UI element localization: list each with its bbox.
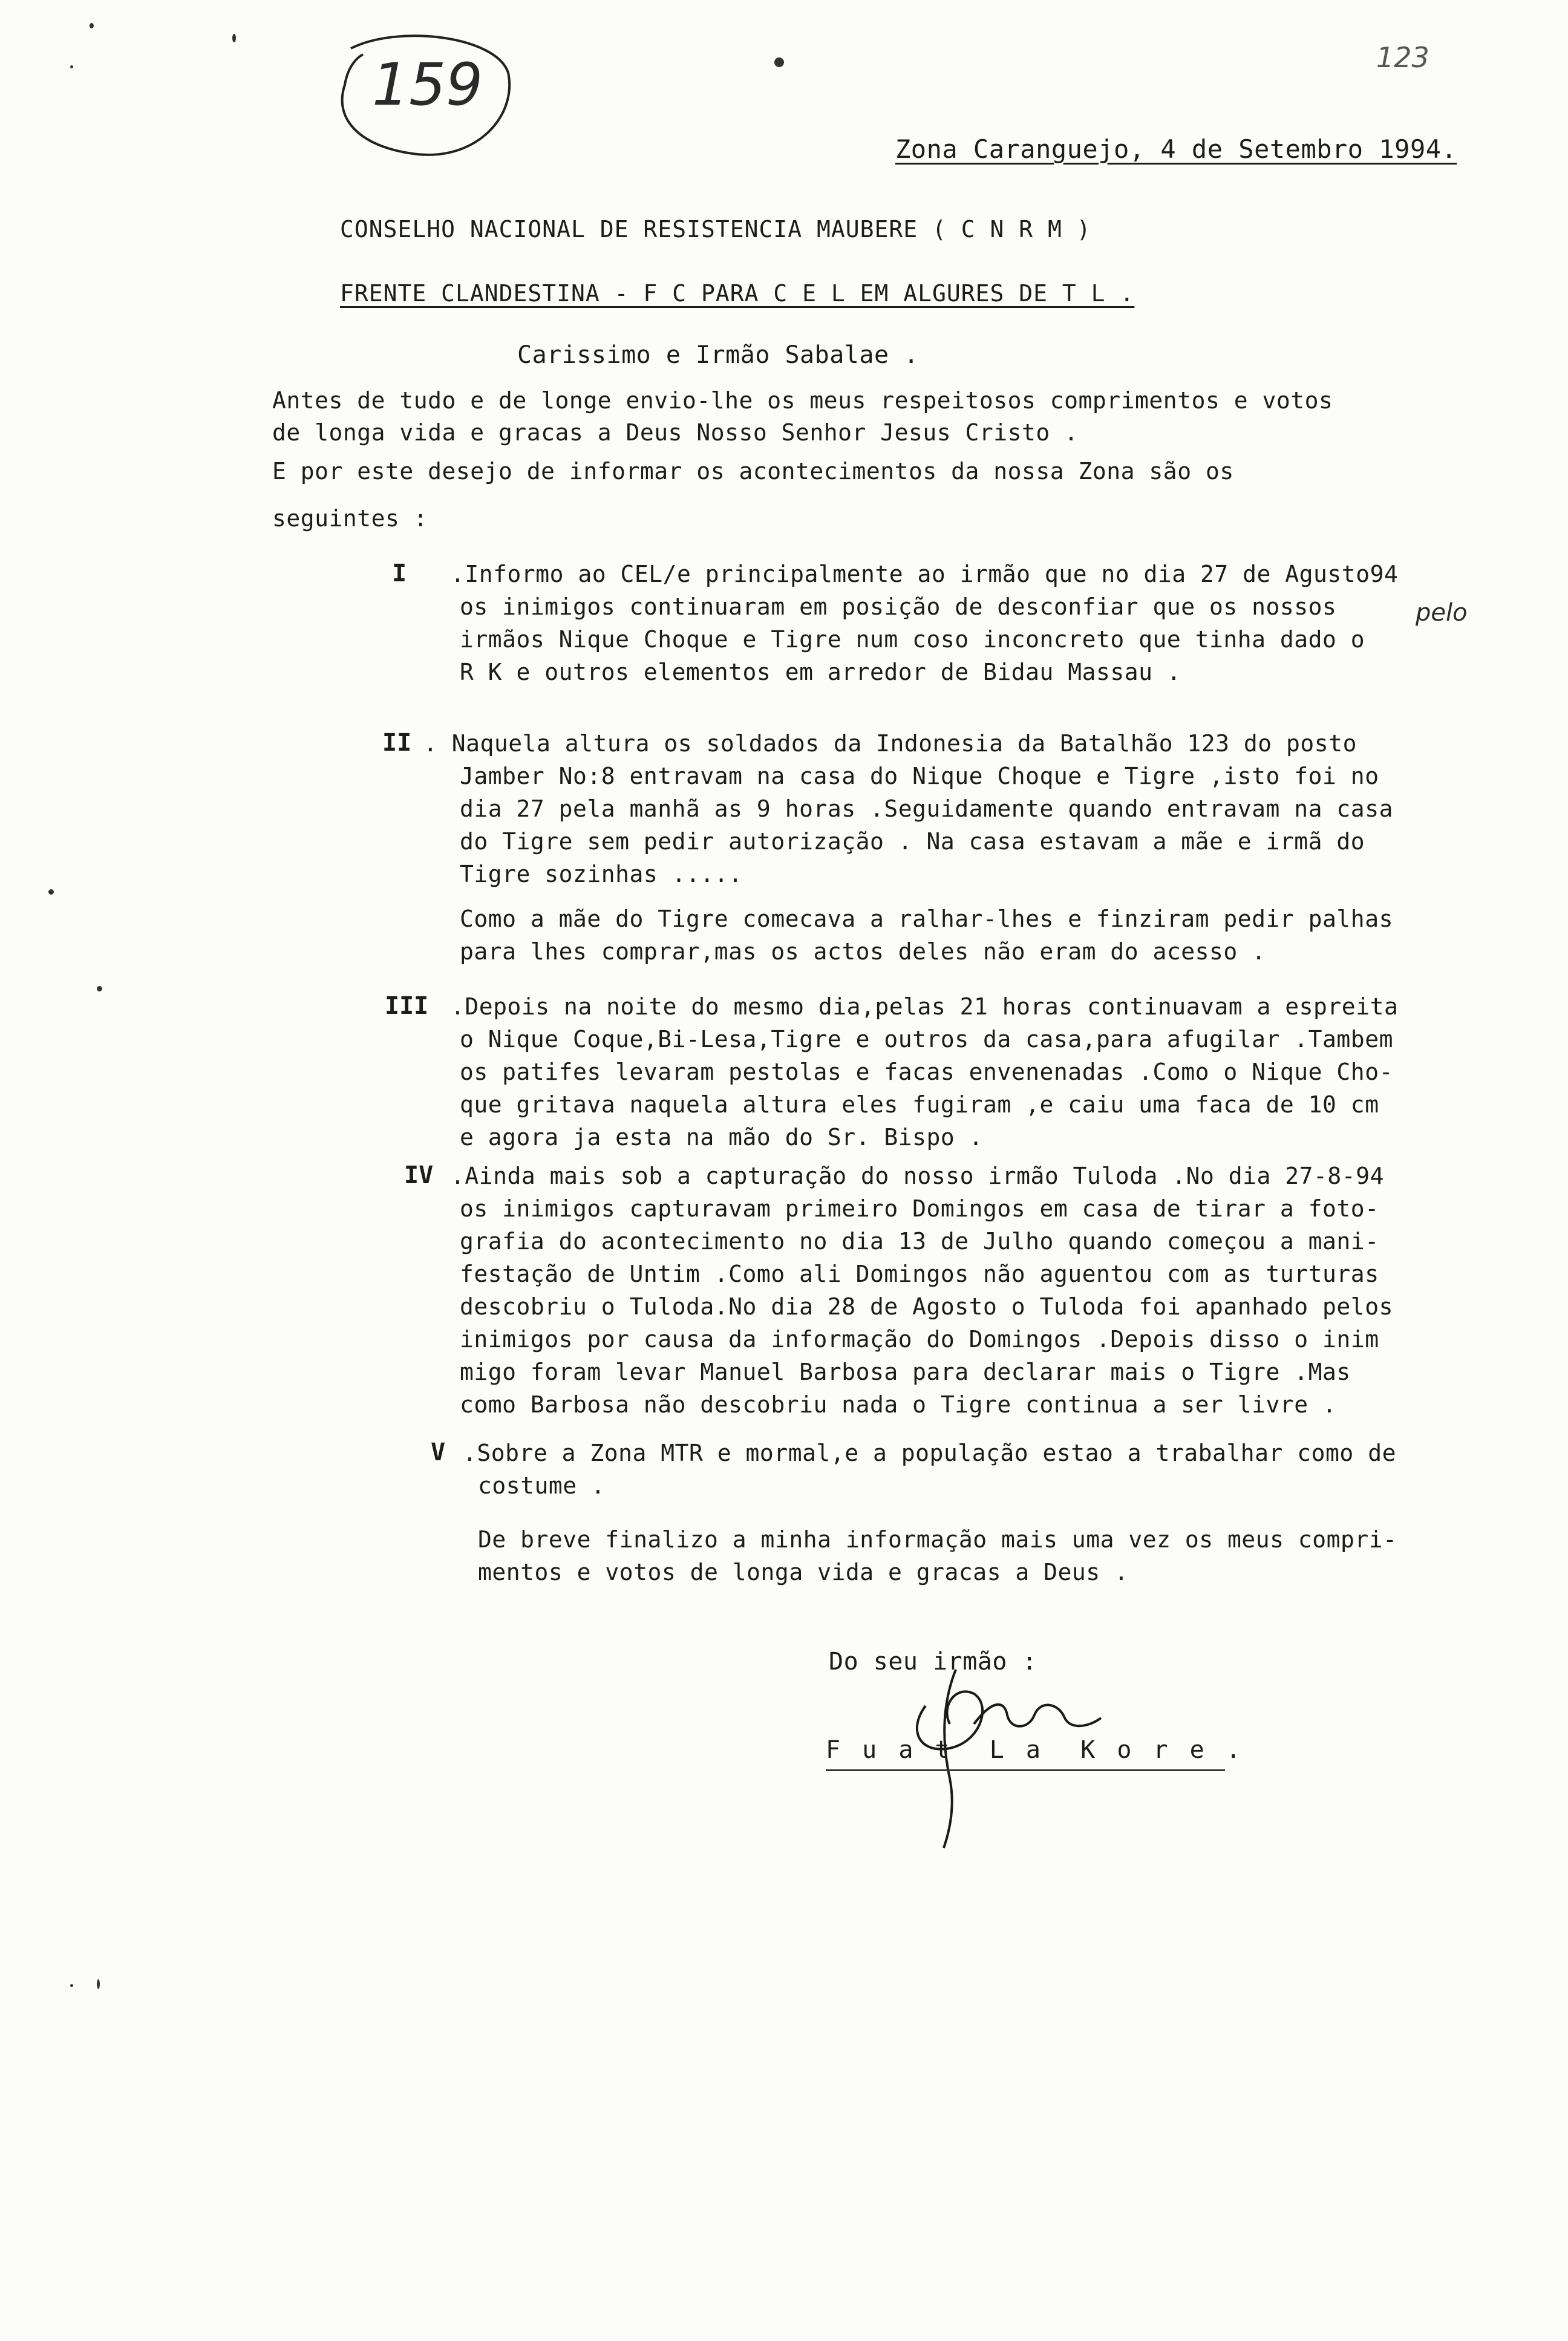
item-line: grafia do acontecimento no dia 13 de Julho quando começou a mani- [460,1228,1379,1255]
item-numeral: III [385,992,429,1020]
item-line: irmãos Nique Choque e Tigre num coso inconcreto que tinha dado o [460,626,1365,653]
item-line: para lhes comprar,mas os actos deles não eram do acesso . [460,938,1266,965]
item-line: Tigre sozinhas ..... [460,861,743,887]
page-reference: 123 [1376,41,1429,74]
item-line: . Naquela altura os soldados da Indonesia da Batalhão 123 do posto [423,730,1357,757]
item-line: e agora ja esta na mão do Sr. Bispo . [460,1124,983,1151]
item-numeral: IV [404,1161,434,1189]
item-line: os inimigos capturavam primeiro Domingos em casa de tirar a foto- [460,1195,1379,1222]
intro-line: Antes de tudo e de longe envio-lhe os meus respeitosos comprimentos e votos [272,387,1333,414]
dateline: Zona Caranguejo, 4 de Setembro 1994. [895,134,1457,164]
item-line: inimigos por causa da informação do Domingos .Depois disso o inim [460,1326,1379,1353]
scan-speck [70,65,73,68]
closing-line: De breve finalizo a minha informação mais uma vez os meus compri- [478,1526,1397,1553]
item-line: os patifes levaram pestolas e facas envenenadas .Como o Nique Cho- [460,1059,1393,1085]
item-line: do Tigre sem pedir autorização . Na casa estavam a mãe e irmã do [460,828,1365,855]
intro-line: E por este desejo de informar os acontecimentos da nossa Zona são os [272,458,1234,485]
header-routing: FRENTE CLANDESTINA - F C PARA C E L EM ALGURES DE T L . [340,280,1135,307]
item-line: .Sobre a Zona MTR e mormal,e a população estao a trabalhar como de [463,1440,1396,1466]
item-line: migo foram levar Manuel Barbosa para declarar mais o Tigre .Mas [460,1359,1351,1385]
item-line: o Nique Coque,Bi-Lesa,Tigre e outros da casa,para afugilar .Tambem [460,1026,1393,1053]
item-line: dia 27 pela manhã as 9 horas .Seguidamente quando entravam na casa [460,795,1393,822]
salutation: Carissimo e Irmão Sabalae . [517,341,919,369]
item-line: como Barbosa não descobriu nada o Tigre continua a ser livre . [460,1391,1337,1418]
signature-underline [826,1769,1225,1771]
item-line: R K e outros elementos em arredor de Bidau Massau . [460,659,1181,685]
item-line: que gritava naquela altura eles fugiram ,e caiu uma faca de 10 cm [460,1091,1379,1118]
header-organization: CONSELHO NACIONAL DE RESISTENCIA MAUBERE ( C N R M ) [340,216,1091,243]
scan-speck [232,34,236,42]
scan-speck [48,889,54,895]
item-line: costume . [478,1472,606,1499]
item-line: Como a mãe do Tigre comecava a ralhar-lhes e finziram pedir palhas [460,906,1393,932]
handwritten-note: pelo [1416,599,1468,627]
signature-name: F u a t L a K o r e . [826,1736,1244,1764]
stamp-number: 159 [372,51,483,119]
scan-speck [70,1984,73,1987]
item-line: festação de Untim .Como ali Domingos não aguentou com as turturas [460,1261,1379,1287]
item-numeral: V [431,1438,446,1466]
item-line: .Ainda mais sob a capturação do nosso irmão Tuloda .No dia 27-8-94 [451,1163,1384,1189]
item-numeral: II [382,729,412,757]
item-line: .Depois na noite do mesmo dia,pelas 21 horas continuavam a espreita [451,993,1399,1020]
item-line: .Informo ao CEL/e principalmente ao irmão que no dia 27 de Agusto94 [451,561,1399,587]
scan-speck [90,23,94,28]
item-line: Jamber No:8 entravam na casa do Nique Choque e Tigre ,isto foi no [460,763,1379,789]
intro-line: seguintes : [272,505,428,532]
item-numeral: I [392,560,407,587]
closing-line: mentos e votos de longa vida e gracas a Deus . [478,1559,1129,1585]
scan-speck [97,1979,100,1989]
signoff: Do seu irmão : [829,1648,1037,1676]
item-line: os inimigos continuaram em posição de desconfiar que os nossos [460,593,1337,620]
intro-line: de longa vida e gracas a Deus Nosso Senhor Jesus Cristo . [272,419,1079,446]
scan-speck [774,57,784,67]
scan-speck [97,986,102,991]
item-line: descobriu o Tuloda.No dia 28 de Agosto o Tuloda foi apanhado pelos [460,1293,1393,1320]
